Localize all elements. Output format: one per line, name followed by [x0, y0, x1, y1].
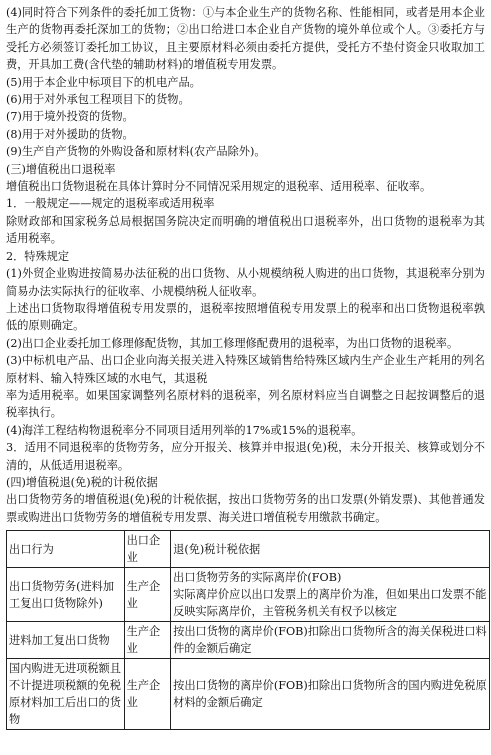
- paragraph-general: 除财政部和国家税务总局根据国务院决定而明确的增值税出口退税率外，出口货物的退税率为其适用税率。: [6, 214, 485, 246]
- paragraph-3: 3．适用不同退税率的货物劳务，应分开报关、核算并申报退(免)税，未分开报关、核算或划分不清的，从低适用退税率。: [6, 441, 485, 472]
- paragraph-4: (4)同时符合下列条件的委托加工货物：①与本企业生产的货物名称、性能相同，或者是用本企业生产的货物再委托深加工的货物；②出口给进口本企业自产货物的境外单位或个人。③委托方与受托方必须签订委托加工协议，且主要原材料必须由委托方提供，受托方不垫付资金只收取加工费，开具加工费(含代垫的辅助材料)的增值税专用发票。: [6, 6, 485, 72]
- table-cell: 生产企业: [124, 622, 171, 659]
- table-row: [7, 568, 490, 622]
- table-cell: 按出口货物的离岸价(FOB)扣除出口货物所含的国内购进免税原材料的金额后确定: [171, 659, 490, 730]
- paragraph-intro: 增值税出口货物退税在具体计算时分不同情况采用规定的退税率、适用税率、征收率。: [6, 180, 432, 194]
- table-header-row: [7, 531, 490, 568]
- paragraph-special-1: (1)外贸企业购进按简易办法征税的出口货物、从小规模纳税人购进的出口货物，其退税率分别为简易办法实际执行的征收率、小规模纳税人征收率。: [6, 267, 485, 298]
- section-heading-4: (四)增值税退(免)税的计税依据: [6, 475, 158, 489]
- table-header-cell: 出口行为: [7, 531, 125, 568]
- table-header-cell: 退(免)税计税依据: [171, 531, 490, 568]
- paragraph-5: (5)用于本企业中标项目下的机电产品。: [6, 75, 201, 89]
- paragraph-special-2: (2)出口企业委托加工修理修配货物，其加工修理修配费用的退税率，为出口货物的退税率。: [6, 336, 459, 350]
- paragraph-special-1b: 上述出口货物取得增值税专用发票的，退税率按照增值税专用发票上的税率和出口货物退税率孰低的原则确定。: [6, 301, 485, 333]
- paragraph-7: (7)用于境外投资的货物。: [6, 110, 134, 124]
- table-cell: 生产企业: [124, 659, 171, 730]
- table-cell: 出口货物劳务(进料加工复出口货物除外): [7, 568, 125, 622]
- table-cell: 生产企业: [124, 568, 171, 622]
- paragraph-basis: 出口货物劳务的增值税退(免)税的计税依据，按出口货物劳务的出口发票(外销发票)、其他普通发票或购进出口货物劳务的增值税专用发票、海关进口增值税专用缴款书确定。: [6, 493, 485, 524]
- table-cell: 出口货物劳务的实际离岸价(FOB) 实际离岸价应以出口发票上的离岸价为准，但如果出口发票不能反映实际离岸价，主管税务机关有权予以核定: [171, 568, 490, 622]
- tax-basis-table: [6, 530, 490, 730]
- table-cell: 按出口货物的离岸价(FOB)扣除出口货物所含的海关保税进口料件的金额后确定: [171, 622, 490, 659]
- table-cell: 国内购进无进项税额且不计提进项税额的免税原材料加工后出口的货物: [7, 659, 125, 730]
- section-heading-3: (三)增值税出口退税率: [6, 162, 116, 176]
- paragraph-special-4: (4)海洋工程结构物退税率分不同项目适用列举的17%或15%的退税率。: [6, 423, 363, 437]
- paragraph-9: (9)生产自产货物的外购设备和原材料(农产品除外)。: [6, 145, 266, 159]
- paragraph-8: (8)用于对外援助的货物。: [6, 127, 134, 141]
- table-cell: 进料加工复出口货物: [7, 622, 125, 659]
- subheading-special: 2．特殊规定: [6, 249, 70, 263]
- paragraph-special-3b: 率为适用税率。如果国家调整列名原材料的退税率，列名原材料应当自调整之日起按调整后的退税率执行。: [6, 388, 485, 420]
- table-row: [7, 659, 490, 730]
- table-row: [7, 622, 490, 659]
- paragraph-6: (6)用于对外承包工程项目下的货物。: [6, 93, 190, 107]
- table-header-cell: 出口企业: [124, 531, 171, 568]
- paragraph-special-3: (3)中标机电产品、出口企业向海关报关进入特殊区域销售给特殊区域内生产企业生产耗用的列名原材料、输入特殊区域的水电气，其退税: [6, 354, 485, 385]
- subheading-general: 1．一般规定——规定的退税率或适用税率: [6, 197, 215, 211]
